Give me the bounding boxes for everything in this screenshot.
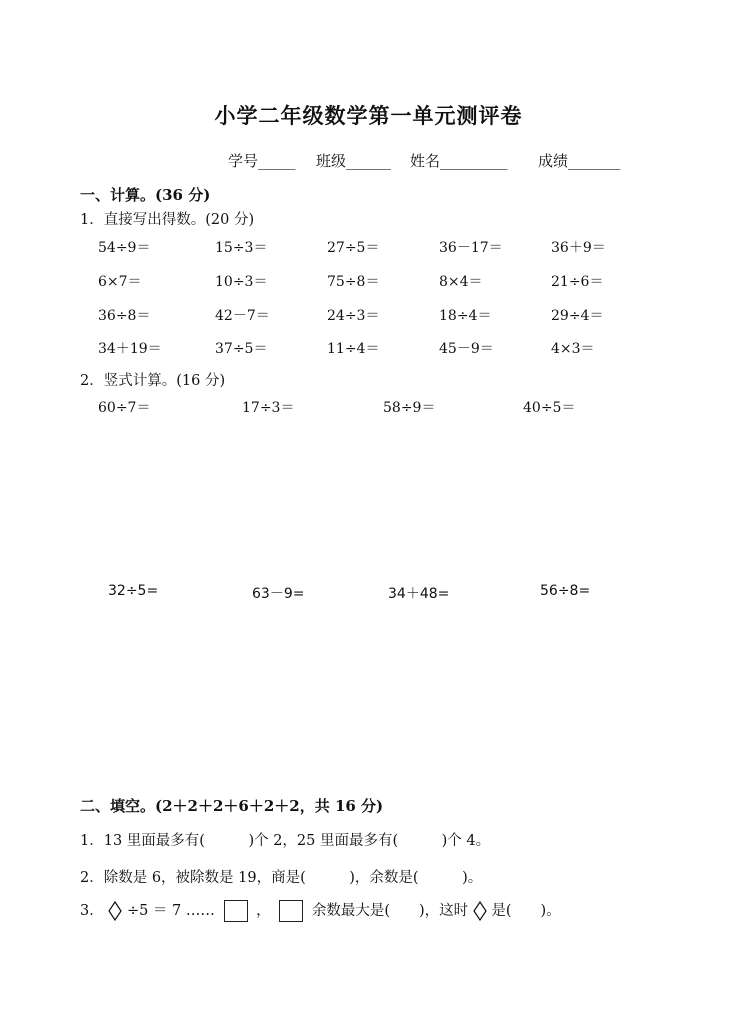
equation: 45－9＝ <box>439 341 494 357</box>
name-field[interactable]: 姓名_________ <box>410 152 508 170</box>
score-field[interactable]: 成绩_______ <box>538 152 621 170</box>
equation: 36÷8＝ <box>98 308 151 324</box>
question-text: 余数最大是( )，这时 <box>311 903 469 919</box>
class-field[interactable]: 班级______ <box>316 152 392 170</box>
equation: 21÷6＝ <box>551 274 604 290</box>
equation: 6×7＝ <box>98 274 142 290</box>
equation: 60÷7＝ <box>98 400 151 416</box>
blank-box[interactable] <box>279 900 303 922</box>
student-id-field[interactable]: 学号_____ <box>228 152 296 170</box>
equation: 27÷5＝ <box>327 240 380 256</box>
question-text-end: 是( )。 <box>491 903 561 919</box>
equation: 29÷4＝ <box>551 308 604 324</box>
equation: 24÷3＝ <box>327 308 380 324</box>
equation: 34＋19＝ <box>98 341 162 357</box>
q2-heading: 2．竖式计算。(16 分) <box>80 373 226 389</box>
equation: 54÷9＝ <box>98 240 151 256</box>
equation: 40÷5＝ <box>523 400 576 416</box>
equation: 63－9= <box>252 586 305 602</box>
equation-text: ÷5 ＝ 7 …… <box>126 903 215 919</box>
fill-item-2: 2．除数是 6，被除数是 19，商是( )，余数是( )。 <box>80 870 483 886</box>
equation: 34＋48= <box>388 586 450 602</box>
item-number: 3． <box>80 903 104 919</box>
equation: 11÷4＝ <box>327 341 380 357</box>
equation: 17÷3＝ <box>242 400 295 416</box>
equation: 32÷5= <box>108 583 159 599</box>
fill-item-1: 1．13 里面最多有( )个 2，25 里面最多有( )个 4。 <box>80 833 491 849</box>
remainder-box[interactable] <box>224 900 248 922</box>
diamond-icon <box>108 901 122 921</box>
equation: 8×4＝ <box>439 274 483 290</box>
equation: 4×3＝ <box>551 341 595 357</box>
equation: 56÷8= <box>540 583 591 599</box>
comma: ， <box>256 903 271 919</box>
equation: 18÷4＝ <box>439 308 492 324</box>
section2-heading: 二、填空。(2＋2＋2＋6＋2＋2，共 16 分) <box>80 797 384 815</box>
q1-heading: 1．直接写出得数。(20 分) <box>80 212 255 228</box>
section1-heading: 一、计算。(36 分) <box>80 186 211 204</box>
equation: 58÷9＝ <box>383 400 436 416</box>
page-title: 小学二年级数学第一单元测评卷 <box>214 103 523 128</box>
fill-item-3 <box>80 899 561 923</box>
equation: 15÷3＝ <box>215 240 268 256</box>
equation: 36－17＝ <box>439 240 503 256</box>
equation: 75÷8＝ <box>327 274 380 290</box>
equation: 10÷3＝ <box>215 274 268 290</box>
equation: 36＋9＝ <box>551 240 606 256</box>
equation: 37÷5＝ <box>215 341 268 357</box>
equation: 42－7＝ <box>215 308 270 324</box>
diamond-icon <box>473 901 487 921</box>
